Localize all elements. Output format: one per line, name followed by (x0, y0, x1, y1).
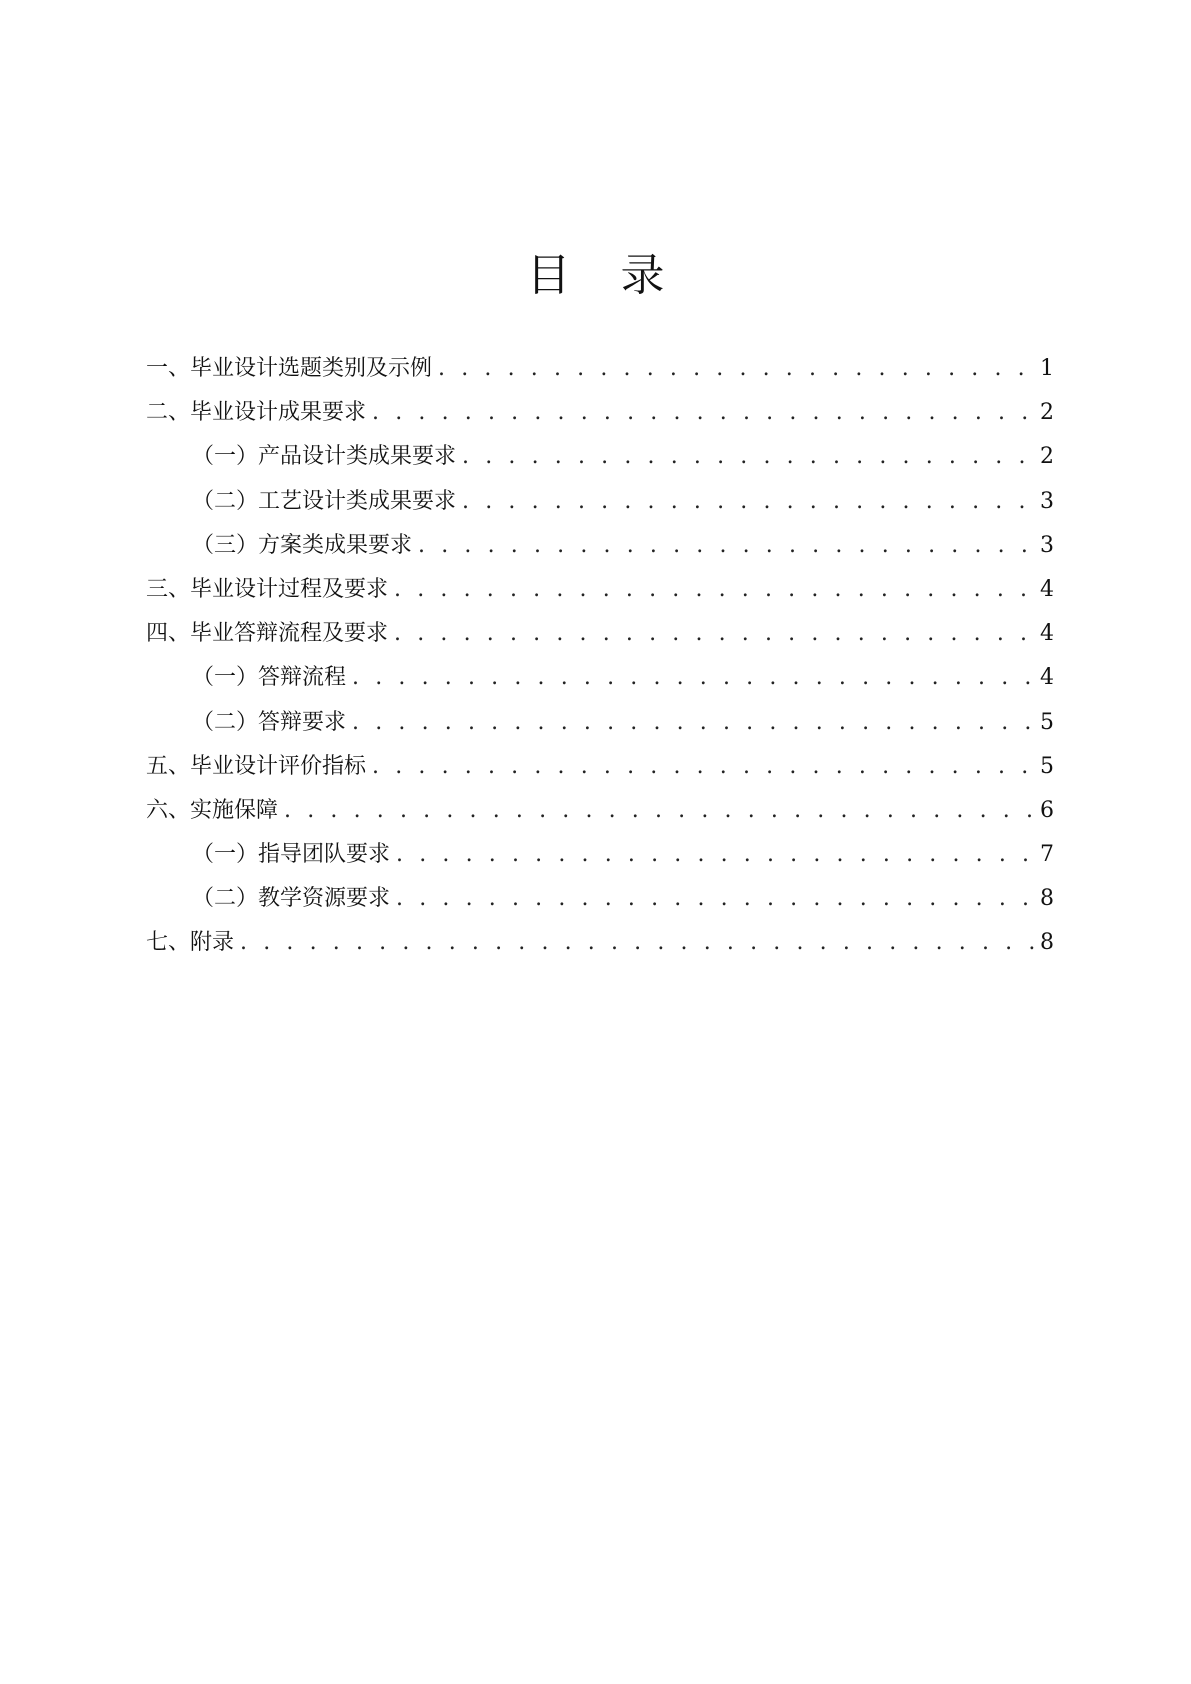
toc-entry-label: 二、毕业设计成果要求 (146, 400, 367, 426)
toc-entry-page-number: 4 (1040, 621, 1054, 647)
toc-dot-leader (394, 612, 1036, 656)
toc-subentry[interactable] (146, 435, 1054, 479)
toc-entry-label: 七、附录 (146, 930, 235, 956)
toc-subentry[interactable] (146, 524, 1054, 568)
toc-dot-leader (418, 524, 1036, 568)
toc-title: 目 录 (526, 250, 683, 301)
toc-entry-label: 五、毕业设计评价指标 (146, 753, 367, 779)
toc-entry-label: （三）方案类成果要求 (192, 532, 413, 558)
toc-entry-label: 一、毕业设计选题类别及示例 (146, 356, 433, 381)
toc-entry-page-number: 8 (1040, 930, 1054, 956)
table-of-contents (146, 347, 1054, 966)
toc-entry-label: （二）教学资源要求 (192, 886, 391, 912)
toc-dot-leader (396, 877, 1036, 921)
toc-subentry[interactable] (146, 877, 1054, 921)
toc-entry[interactable] (146, 568, 1054, 612)
toc-entry-page-number: 4 (1040, 665, 1054, 691)
toc-entry[interactable] (146, 391, 1054, 435)
toc-dot-leader (372, 745, 1036, 789)
toc-entry-page-number: 6 (1040, 797, 1054, 823)
toc-entry-label: （二）工艺设计类成果要求 (192, 488, 457, 514)
toc-dot-leader (462, 480, 1036, 524)
toc-entry[interactable] (146, 347, 1054, 391)
toc-entry-page-number: 2 (1040, 444, 1054, 470)
toc-dot-leader (396, 833, 1036, 877)
toc-entry-label: （一）答辩流程 (192, 665, 347, 691)
toc-entry[interactable] (146, 612, 1054, 656)
toc-dot-leader (240, 921, 1036, 965)
toc-entry-label: （二）答辩要求 (192, 709, 347, 735)
toc-entry-page-number: 3 (1040, 488, 1054, 514)
toc-dot-leader (372, 391, 1036, 435)
toc-dot-leader (352, 656, 1036, 700)
toc-entry-page-number: 5 (1040, 709, 1054, 735)
toc-entry-page-number: 7 (1040, 842, 1054, 868)
toc-dot-leader (394, 568, 1036, 612)
toc-entry-page-number: 1 (1040, 356, 1054, 381)
toc-entry-label: 三、毕业设计过程及要求 (146, 576, 389, 602)
toc-subentry[interactable] (146, 701, 1054, 745)
toc-entry[interactable] (146, 745, 1054, 789)
toc-entry[interactable] (146, 789, 1054, 833)
toc-subentry[interactable] (146, 480, 1054, 524)
toc-entry-label: 四、毕业答辩流程及要求 (146, 621, 389, 647)
toc-entry-page-number: 5 (1040, 753, 1054, 779)
toc-dot-leader (438, 347, 1036, 391)
toc-subentry[interactable] (146, 833, 1054, 877)
toc-entry-label: （一）产品设计类成果要求 (192, 444, 457, 470)
toc-dot-leader (462, 435, 1036, 479)
toc-entry-page-number: 2 (1040, 400, 1054, 426)
toc-subentry[interactable] (146, 656, 1054, 700)
toc-entry-page-number: 3 (1040, 532, 1054, 558)
toc-dot-leader (352, 701, 1036, 745)
toc-entry-label: 六、实施保障 (146, 797, 279, 823)
toc-dot-leader (284, 789, 1036, 833)
toc-entry[interactable] (146, 921, 1054, 965)
toc-entry-label: （一）指导团队要求 (192, 842, 391, 868)
toc-entry-page-number: 4 (1040, 576, 1054, 602)
toc-entry-page-number: 8 (1040, 886, 1054, 912)
